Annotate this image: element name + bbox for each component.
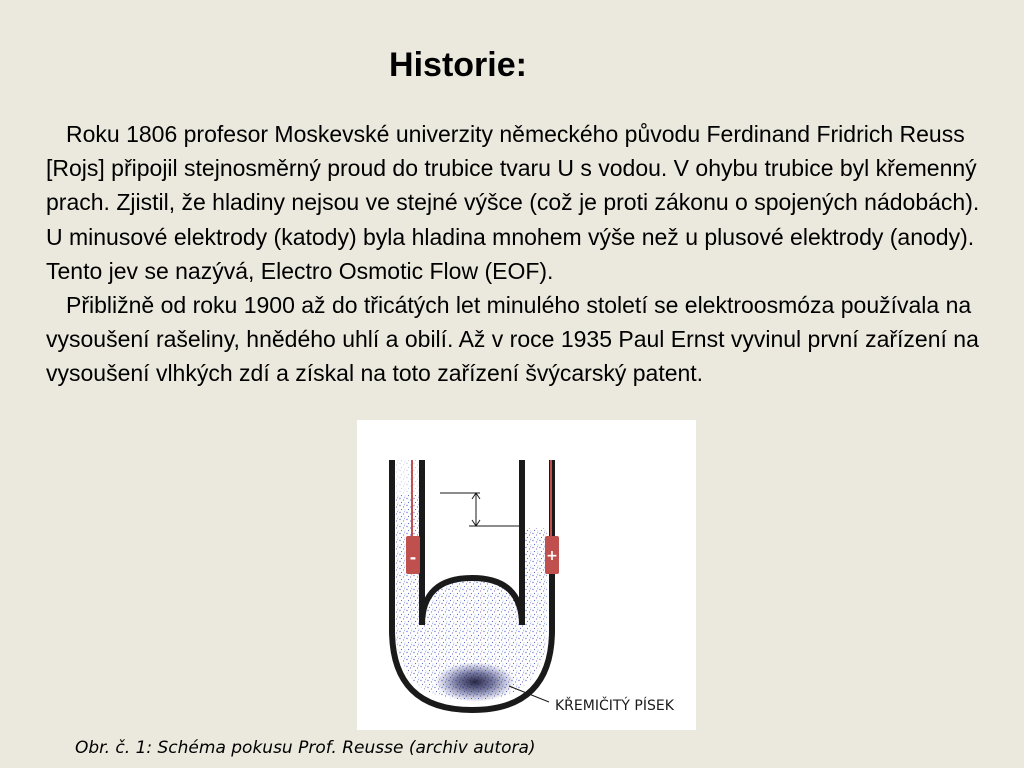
left-arm-upper-fill bbox=[396, 460, 420, 495]
paragraph-ernst: Přibližně od roku 1900 až do třicátých let minulého století se elektroosmóza používala na vysoušení rašeliny, hnědého uhlí a obilí. Až v roce 1935 Paul Ernst vyvinul první zařízení na vysoušení vlhkých zdí a získal na toto zařízení švýcarský patent. bbox=[46, 292, 979, 387]
cathode-minus-label: - bbox=[409, 548, 417, 567]
paragraph-reuss: Roku 1806 profesor Moskevské univerzity německého původu Ferdinand Fridrich Reuss [Rojs] připojil stejnosměrný proud do trubice tvaru U s vodou. V ohybu trubice byl křemenný prach. Zjistil, že hladiny nejsou ve stejné výšce (což je proti zákonu o spojených nádobách). U minusové elektrody (katody) byla hladina mnohem výše než u plusové elektrody (anody). Tento jev se nazývá, Electro Osmotic Flow (EOF). bbox=[46, 121, 980, 284]
body-text bbox=[46, 117, 996, 391]
figure-caption: Obr. č. 1: Schéma pokusu Prof. Reusse (archiv autora) bbox=[75, 738, 536, 758]
u-tube-svg bbox=[357, 420, 696, 730]
u-tube-diagram bbox=[357, 420, 696, 730]
quartz-sand bbox=[435, 662, 515, 702]
anode-plus-label: + bbox=[546, 548, 558, 564]
slide-title: Historie: bbox=[389, 46, 527, 84]
sand-label: KŘEMIČITÝ PÍSEK bbox=[555, 698, 674, 714]
